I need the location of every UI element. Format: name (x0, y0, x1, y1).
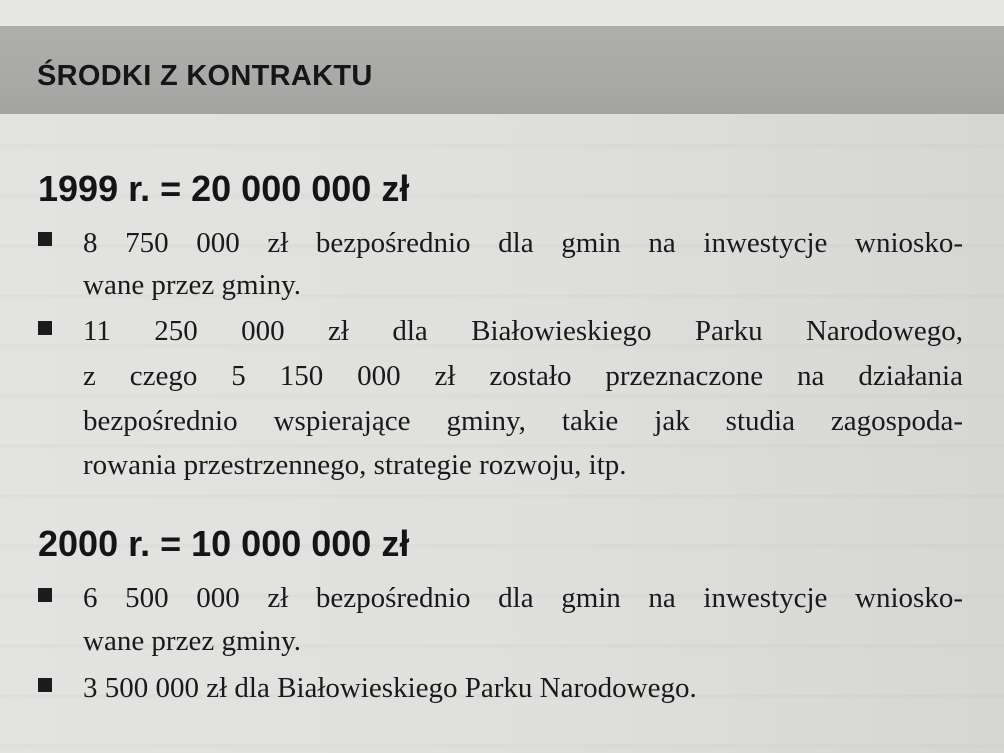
section-title: ŚRODKI Z KONTRAKTU (37, 60, 373, 92)
square-bullet-icon (38, 232, 52, 246)
square-bullet-icon (38, 678, 52, 692)
year-1999-heading: 1999 r. = 20 000 000 zł (38, 168, 410, 209)
square-bullet-icon (38, 588, 52, 602)
list-item-line: bezpośrednio wspierające gminy, takie jak studia zagospoda- (83, 405, 963, 437)
list-item-line: wane przez gminy. (83, 625, 301, 657)
list-item-line: rowania przestrzennego, strategie rozwoju, itp. (83, 449, 627, 481)
square-bullet-icon (38, 321, 52, 335)
list-item-line: 3 500 000 zł dla Białowieskiego Parku Narodowego. (83, 672, 697, 704)
list-item-line: 6 500 000 zł bezpośrednio dla gmin na inwestycje wniosko- (83, 582, 963, 614)
list-item-line: 11 250 000 zł dla Białowieskiego Parku Narodowego, (83, 315, 963, 347)
list-item-line: wane przez gminy. (83, 269, 301, 301)
section-header-band (0, 26, 1004, 114)
year-2000-heading: 2000 r. = 10 000 000 zł (38, 523, 410, 564)
page-top-margin (0, 0, 1004, 26)
list-item-line: 8 750 000 zł bezpośrednio dla gmin na inwestycje wniosko- (83, 227, 963, 259)
list-item-line: z czego 5 150 000 zł zostało przeznaczone na działania (83, 360, 963, 392)
